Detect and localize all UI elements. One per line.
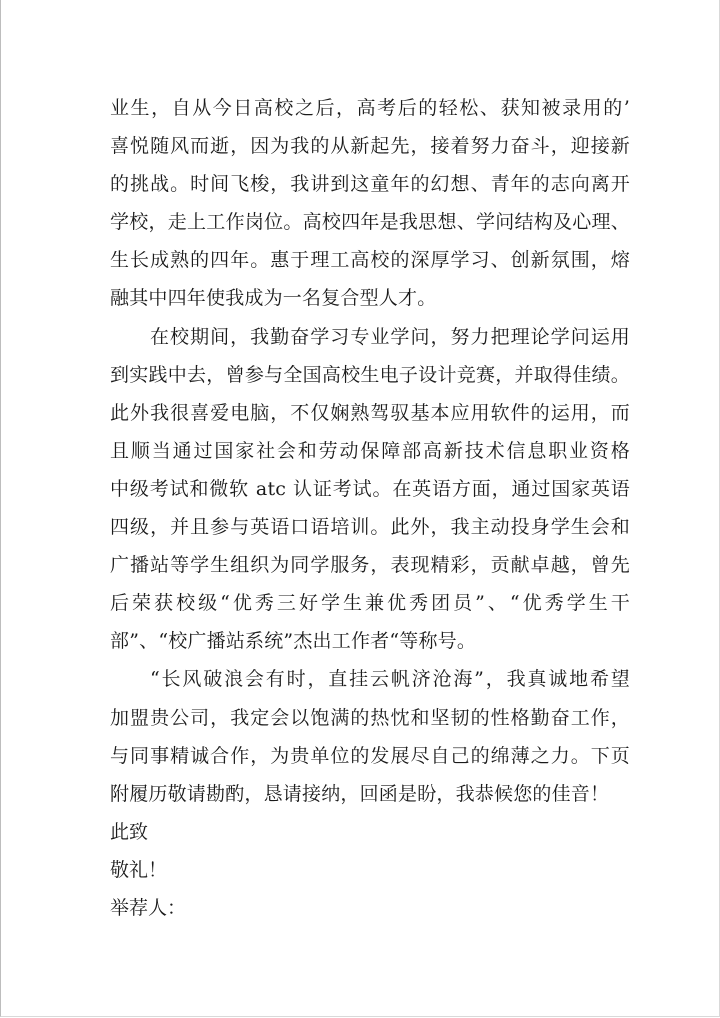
- closing-salutation: 此致: [110, 820, 149, 843]
- text-line: 业生，自从今日高校之后，高考后的轻松、获知被录用的’: [110, 97, 630, 119]
- text-line: 加盟贵公司，我定会以饱满的热忱和坚韧的性格勤奋工作，: [110, 706, 630, 729]
- text-line: 附履历敬请勘酌，恳请接纳，回函是盼，我恭候您的佳音！: [110, 782, 610, 805]
- paragraph-school-experience: [110, 318, 630, 661]
- text-line: 后荣获校级“优秀三好学生兼优秀团员”、“优秀学生干: [110, 592, 630, 615]
- text-line: 四级，并且参与英语口语培训。此外，我主动投身学生会和: [110, 516, 630, 539]
- paragraph-graduation: [110, 89, 630, 318]
- text-line: 部”、“校广播站系统”杰出工作者“等称号。: [110, 630, 477, 653]
- text-line: 到实践中去，曾参与全国高校生电子设计竞赛，并取得佳绩。: [110, 363, 630, 386]
- signature-label: 举荐人：: [110, 896, 187, 919]
- text-line: 喜悦随风而逝，因为我的从新起先，接着努力奋斗，迎接新: [110, 135, 630, 158]
- text-line: 学校，走上工作岗位。高校四年是我思想、学问结构及心理、: [110, 211, 630, 234]
- text-line: 在校期间，我勤奋学习专业学问，努力把理论学问运用: [150, 325, 630, 348]
- text-line: 与同事精诚合作，为贵单位的发展尽自己的绵薄之力。下页: [110, 744, 630, 767]
- closing-block: [110, 813, 630, 927]
- text-line: “长风破浪会有时，直挂云帆济沧海”，我真诚地希望: [150, 668, 630, 691]
- text-line: 生长成熟的四年。惠于理工高校的深厚学习、创新氛围，熔: [110, 249, 630, 272]
- text-line: 中级考试和微软 atc 认证考试。在英语方面，通过国家英语: [110, 477, 630, 500]
- paragraph-aspiration: [110, 660, 630, 812]
- text-line: 的挑战。时间飞梭，我讲到这童年的幻想、青年的志向离开: [110, 173, 630, 196]
- text-line: 此外我很喜爱电脑，不仅娴熟驾驭基本应用软件的运用，而: [110, 401, 630, 424]
- closing-regards: 敬礼！: [110, 858, 168, 881]
- text-line: 广播站等学生组织为同学服务，表现精彩，贡献卓越，曾先: [110, 554, 630, 577]
- text-line: 且顺当通过国家社会和劳动保障部高新技术信息职业资格: [110, 439, 630, 462]
- text-line: 融其中四年使我成为一名复合型人才。: [110, 287, 437, 310]
- document-body: [110, 89, 630, 927]
